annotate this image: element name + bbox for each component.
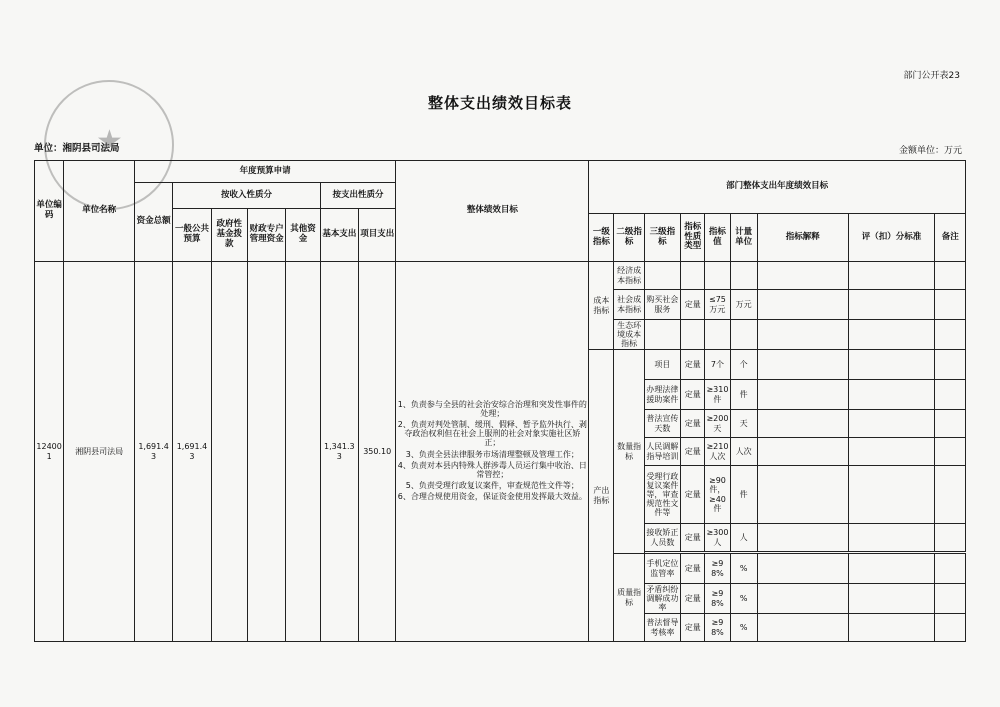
cell-special-mgmt [247,262,285,642]
header-level1: 一级指标 [589,214,614,262]
qual-scoring [848,554,935,584]
qty-level3: 办理法律援助案件 [644,380,680,410]
qual-level3: 普法督导考核率 [644,614,680,642]
qty-value: ≥200天 [705,410,730,438]
qual-value: ≥98% [705,584,730,614]
qty-unit: 件 [730,380,757,410]
qty-unit: 天 [730,410,757,438]
cost-value [705,262,730,290]
qty-value: ≥210人次 [705,438,730,466]
header-general-budget: 一般公共预算 [173,209,211,262]
qual-remarks [935,554,966,584]
cell-basic-expense: 1,341.33 [320,262,358,642]
header-measure-unit: 计量单位 [730,214,757,262]
cell-project-expense: 350.10 [359,262,396,642]
qty-value: 7个 [705,350,730,380]
qual-unit: % [730,554,757,584]
cell-unit-name: 湘阴县司法局 [64,262,135,642]
qty-scoring [848,438,935,466]
header-basic-expense: 基本支出 [320,209,358,262]
qual-explanation [757,554,848,584]
header-unit-code: 单位编码 [35,161,64,262]
qty-explanation [757,438,848,466]
qty-value: ≥300人 [705,524,730,552]
header-project-expense: 项目支出 [359,209,396,262]
qual-value: ≥98% [705,614,730,642]
amount-unit-label: 金额单位：万元 [898,146,962,156]
qual-type: 定量 [681,614,705,642]
qty-remarks [935,466,966,524]
qty-unit: 人次 [730,438,757,466]
qty-scoring [848,380,935,410]
performance-table [34,160,966,642]
qty-remarks [935,380,966,410]
header-special-mgmt: 财政专户管理资金 [247,209,285,262]
qty-level3: 人民调解指导培训 [644,438,680,466]
header-level2: 二级指标 [614,214,644,262]
qty-level3: 普法宣传天数 [644,410,680,438]
qty-remarks [935,350,966,380]
qual-explanation [757,584,848,614]
quality-level2: 质量指标 [614,554,644,642]
qual-level3: 手机定位监管率 [644,554,680,584]
cost-remarks [935,262,966,290]
cost-remarks [935,290,966,320]
qual-remarks [935,584,966,614]
cost-explanation [757,290,848,320]
cost-type: 定量 [681,290,705,320]
goal-item: 3、负责全县法律服务市场清理整顿及管理工作； [405,449,579,459]
cost-level1: 成本指标 [589,262,614,350]
qty-type: 定量 [681,380,705,410]
qty-remarks [935,410,966,438]
qual-type: 定量 [681,584,705,614]
header-by-expense: 按支出性质分 [320,183,396,209]
cost-scoring [848,320,935,350]
qual-unit: % [730,614,757,642]
cost-level3 [644,320,680,350]
cell-gov-fund [211,262,247,642]
qty-level3: 项目 [644,350,680,380]
qty-type: 定量 [681,410,705,438]
qty-level3: 接收矫正人员数 [644,524,680,552]
header-unit-name: 单位名称 [64,161,135,262]
header-gov-fund: 政府性基金拨款 [211,209,247,262]
qty-value: ≥90件，≥40件 [705,466,730,524]
goal-item: 1、负责参与全县的社会治安综合治理和突发性事件的处理； [397,399,587,418]
header-overall-goal: 整体绩效目标 [396,161,589,262]
qual-scoring [848,584,935,614]
cost-remarks [935,320,966,350]
goal-item: 2、负责对判处管制、缓刑、假释、暂予监外执行、剥夺政治权利但在社会上服刑的社会对象实施社区矫正； [397,419,587,448]
cost-type [681,320,705,350]
qty-scoring [848,524,935,552]
overall-goal-text [396,262,589,642]
header-level3: 三级指标 [644,214,680,262]
cell-other-funds [286,262,320,642]
qty-level3: 受理行政复议案件等，审查规范性文件等 [644,466,680,524]
qty-unit: 件 [730,466,757,524]
qty-type: 定量 [681,438,705,466]
form-number: 部门公开表23 [903,71,960,81]
qty-scoring [848,410,935,438]
cost-level2: 经济成本指标 [614,262,644,290]
qty-type: 定量 [681,524,705,552]
cost-type [681,262,705,290]
seal-star-icon: ★ [96,124,123,159]
header-total-funds: 资金总额 [134,183,172,262]
qty-remarks [935,524,966,552]
header-by-income: 按收入性质分 [173,183,320,209]
cost-level3: 购买社会服务 [644,290,680,320]
quantity-level2: 数量指标 [614,350,644,554]
cost-unit [730,262,757,290]
header-remarks: 备注 [935,214,966,262]
qty-remarks [935,438,966,466]
cost-scoring [848,290,935,320]
cost-unit: 万元 [730,290,757,320]
cost-explanation [757,262,848,290]
qty-type: 定量 [681,466,705,524]
qual-remarks [935,614,966,642]
page-title: 整体支出绩效目标表 [427,94,572,112]
qty-unit: 个 [730,350,757,380]
cost-level3 [644,262,680,290]
qty-unit: 人 [730,524,757,552]
header-indicator-value: 指标值 [705,214,730,262]
cost-level2: 社会成本指标 [614,290,644,320]
qty-scoring [848,350,935,380]
header-indicator-type: 指标性质类型 [681,214,705,262]
qual-level3: 矛盾纠纷调解成功率 [644,584,680,614]
cost-unit [730,320,757,350]
cost-value: ≤75万元 [705,290,730,320]
header-scoring: 评（扣）分标准 [848,214,935,262]
goal-item: 6、合理合规使用资金，保证资金使用发挥最大效益。 [397,492,587,502]
goal-item: 5、负责受理行政复议案件，审查规范性文件等； [405,481,579,491]
qual-unit: % [730,584,757,614]
qty-explanation [757,410,848,438]
qual-value: ≥98% [705,554,730,584]
qty-explanation [757,380,848,410]
qty-type: 定量 [681,350,705,380]
qty-explanation [757,350,848,380]
header-annual-budget: 年度预算申请 [134,161,396,183]
header-other-funds: 其他资金 [286,209,320,262]
qual-scoring [848,614,935,642]
header-explanation: 指标解释 [757,214,848,262]
qual-type: 定量 [681,554,705,584]
cell-total-funds: 1,691.43 [134,262,172,642]
header-dept-goal: 部门整体支出年度绩效目标 [589,161,966,214]
cost-value [705,320,730,350]
qty-explanation [757,466,848,524]
qual-explanation [757,614,848,642]
cost-scoring [848,262,935,290]
unit-label: 单位：湘阴县司法局 [34,143,120,154]
cost-level2: 生态环境成本指标 [614,320,644,350]
qty-value: ≥310件 [705,380,730,410]
cell-general-budget: 1,691.43 [173,262,211,642]
cell-unit-code: 124001 [35,262,64,642]
qty-explanation [757,524,848,552]
output-level1: 产出指标 [589,350,614,642]
goal-item: 4、负责对本县内特殊人群涉毒人员运行集中收治、日常管控； [397,460,587,479]
qty-scoring [848,466,935,524]
cost-explanation [757,320,848,350]
